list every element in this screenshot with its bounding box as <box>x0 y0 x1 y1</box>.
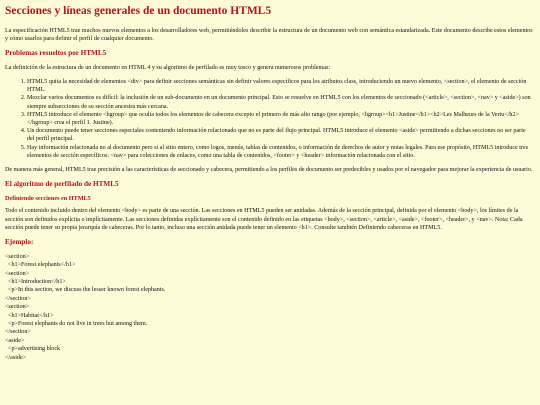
section-heading-problems: Problemas resueltos por HTML5 <box>5 48 107 57</box>
list-item: 1. HTML5 quita la necesidad de elementos <div> para definir secciones semánticas sin definir valores específicos para los atributos class, introduciendo un nuevo elemento, <section>, el elemento de sección HTML. <box>27 78 534 94</box>
example-code-block: <section> <h1>Forest elephants</h1> <section> <h1>Introduction</h1> <p>In this section, we discuss the lesser known forest elephants. </section> <section> <h1>Habitat</h1> <p>Forest elephants do not live in trees but among them. </section> <aside> <p>advertising block </aside> <box>5 253 166 361</box>
intro-paragraph: La especificación HTML5 trae muchos nuevos elementos a los desarrolladores web, permitiéndoles describir la estructura de un documento web con semántica estandarizada. Este documento describe estos elementos y cómo usarlos para definir el perfil de cualquier documento. <box>5 27 533 42</box>
problems-list <box>5 78 534 160</box>
list-item: 3. HTML5 introduce el elemento <hgroup> que oculta todos los elementos de cabecera excepto el primero de más alto rango (por ejemplo, <hgroup><h1>Justine</h1><h2>Les Malheurs de la Vertu</h2></hgroup> crea el perfil 1. Justine). <box>27 111 534 127</box>
page-title: Secciones y líneas generales de un documento HTML5 <box>5 5 272 17</box>
example-heading: Ejemplo: <box>5 238 34 247</box>
subsection-heading-defining-sections: Definiendo secciones en HTML5 <box>5 195 91 203</box>
section-heading-algorithm: El algoritmo de perfilado de HTML5 <box>5 180 119 189</box>
list-item: 2. Mezclar varios documentos es difícil: la inclusión de un sub-documento en un documento principal. Esto se resuelve en HTML5 con los elementos de seccionado (<article>, <section>, <nav> y <aside>) son siempre subsecciones de su sección ancestra más cercana. <box>27 94 534 110</box>
list-item: 5. Hay información relacionada no al documento pero si al sitio entero, como logos, menús, tablas de contenidos, o información de derechos de autor y notas legales. Para ese propósito, HTML5 introduce tres elementos de sección específicos: <nav> para colecciones de enlaces, como una tabla de contenidos, <footer> y <header> información relacionada con el sitio. <box>27 144 534 160</box>
list-item: 4. Un documento puede tener secciones especiales conteniendo información relacionado que no es parte del flujo principal. HTML5 introduce el elemento <aside> permitiendo a dichas secciones no ser parte del perfil principal. <box>27 127 534 143</box>
problems-lead-paragraph: La definición de la estructura de un documento en HTML 4 y su algoritmo de perfilado es muy tosco y genera numerosos problemas: <box>5 64 331 71</box>
defining-sections-paragraph: Todo el contenido incluido dentro del elemento <body> es parte de una sección. Las secciones en HTML5 pueden ser anidadas. Además de la sección principal, definida por el elemento <body>, los límites de la sección son definidos explícita o implícitamente. Las secciones definidas explícitamente son el contenido definido en las etiquetas <body>, <section>, <article>, <aside>, <footer>, <header>, y <nav>. Nota: Cada sección puede tener su propia jerarquía de cabeceras. Por lo tanto, incluso una sección anidada puede tener un elemento <h1>. Consulte también Definiendo cabeceras en HTML5. <box>5 208 523 231</box>
problems-conclusion-paragraph: De manera más general, HTML5 trae precisión a las características de seccionado y cabecera, permitiendo a los perfiles de documento ser predecibles y usados por el navegador para mejorar la experiencia de usuario. <box>5 167 533 174</box>
